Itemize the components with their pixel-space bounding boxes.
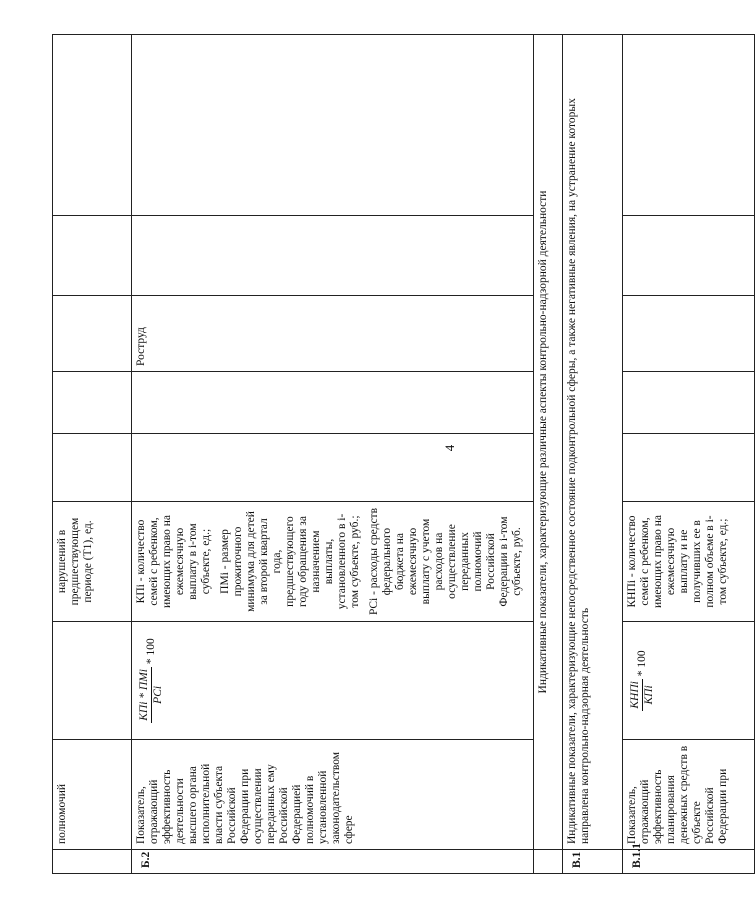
cell-empty xyxy=(623,216,755,296)
indicator-formula xyxy=(132,622,534,740)
cell-num xyxy=(534,850,563,874)
section-subheading: Индикативные показатели, характеризующие непосредственное состояние подконтрольной сферы, а также негативные явления, на устранение которых направлена контрольно-надзорная деятельность xyxy=(563,35,623,850)
cell-empty xyxy=(53,372,132,434)
definition-text: PCi - расходы средств федерального бюджета на ежемесячную выплату с учетом расходов на осуществление переданных полномочий Российской Федерации в i-том субъекте, руб. xyxy=(368,507,523,616)
cell-empty xyxy=(132,35,534,216)
row-number: В.1.1 xyxy=(623,850,755,874)
cell-header-name: полномочий xyxy=(53,740,132,850)
formula-numerator: КПi * ПМi xyxy=(138,669,150,721)
definition-text: ПМi - размер прожиточного минимума для детей за второй квартал года, предшествующего году обращения за назначением выплаты, установленного в i-том субъекте, руб.; xyxy=(219,511,361,612)
indicator-definitions: КНПi - количество семей с ребенком, имеющих право на ежемесячную выплату и не получивших ее в полном объеме в i-том субъекте, ед.; xyxy=(623,502,755,622)
definition-text: КПi - количество семей с ребенком, имеющих право на ежемесячную выплату в i-том субъекте, ед.; xyxy=(135,515,212,609)
formula-denominator: PCi xyxy=(152,685,164,704)
formula-fraction xyxy=(138,667,165,723)
formula-numerator: КНПi xyxy=(629,681,641,709)
formula-multiplier: * 100 xyxy=(636,650,648,677)
section-heading: Индикативные показатели, характеризующие различные аспекты контрольно-надзорной деятельности xyxy=(534,35,563,850)
cell-source: Роструд xyxy=(132,296,534,372)
cell-empty xyxy=(53,434,132,502)
cell-header-formula xyxy=(53,622,132,740)
cell-empty xyxy=(623,372,755,434)
row-number: Б.2 xyxy=(132,850,534,874)
cell-empty xyxy=(132,372,534,434)
cell-empty xyxy=(623,35,755,216)
formula-denominator: КПi xyxy=(643,685,655,705)
cell-empty xyxy=(623,296,755,372)
cell-empty xyxy=(53,35,132,216)
row-number: В.1 xyxy=(563,850,623,874)
formula-fraction xyxy=(629,679,656,710)
formula-multiplier: * 100 xyxy=(145,638,157,665)
cell-empty xyxy=(53,216,132,296)
indicator-name: Показатель, отражающий эффективность планирования денежных средств в субъекте Российской Федерации при xyxy=(623,740,755,850)
cell-empty xyxy=(53,296,132,372)
cell-empty xyxy=(132,434,534,502)
cell-empty xyxy=(623,434,755,502)
cell-num xyxy=(53,850,132,874)
indicator-formula xyxy=(623,622,755,740)
table-row xyxy=(53,35,132,874)
table-row xyxy=(563,35,623,874)
table-row xyxy=(623,35,755,874)
document-table-sheet xyxy=(52,34,729,874)
cell-empty xyxy=(132,216,534,296)
page-number: 4 xyxy=(442,444,457,452)
indicators-table xyxy=(52,34,755,874)
indicator-name: Показатель, отражающий эффективность деятельности высшего органа исполнительной власти субъекта Российской Федерации при осуществлении переданных ему Российской Федерацией полномочий в установленной законодательством сфере xyxy=(132,740,534,850)
cell-header-comment: нарушений в предшествующем периоде (Т1), ед. xyxy=(53,502,132,622)
table-row xyxy=(534,35,563,874)
table-row xyxy=(132,35,534,874)
indicator-definitions xyxy=(132,502,534,622)
